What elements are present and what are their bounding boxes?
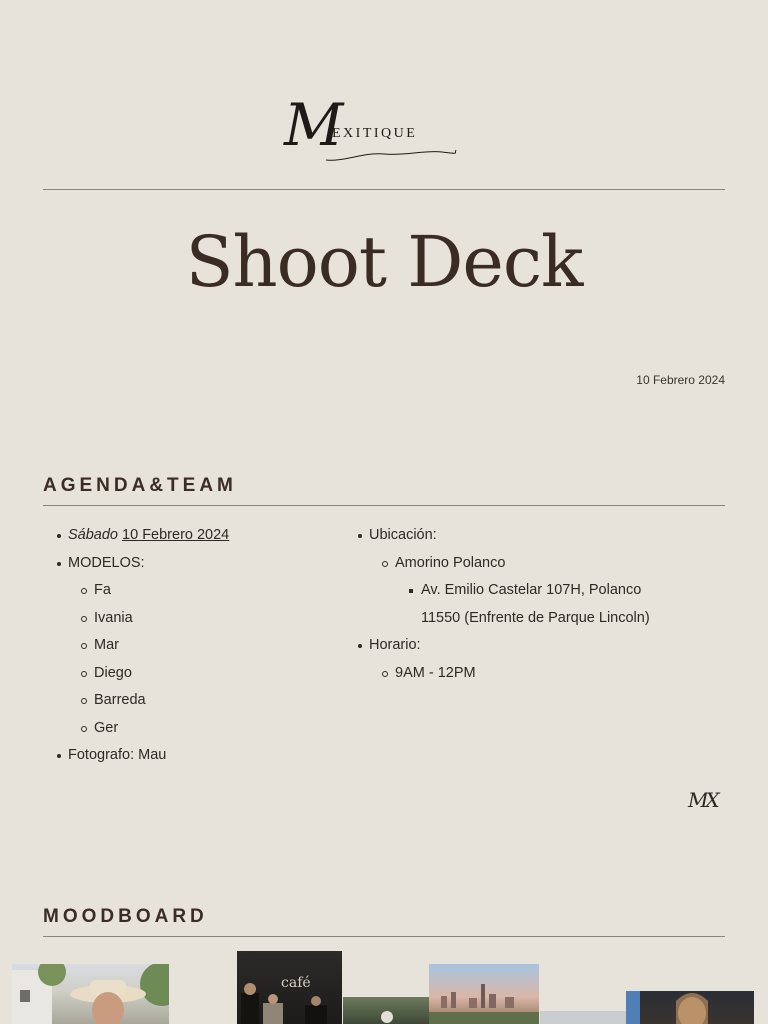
moodboard-divider xyxy=(43,936,725,937)
agenda-heading: AGENDA&TEAM xyxy=(43,475,237,496)
mx-monogram: MX xyxy=(688,788,717,812)
list-item-location: Ubicación: xyxy=(344,522,734,550)
agenda-divider xyxy=(43,505,725,506)
model-item: Ivania xyxy=(43,605,333,633)
moodboard-photo-hat-woman xyxy=(12,964,169,1024)
model-item: Barreda xyxy=(43,687,333,715)
agenda-right-list xyxy=(344,522,734,687)
moodboard-heading: MOODBOARD xyxy=(43,906,208,927)
logo-initial: M xyxy=(284,91,344,159)
header-divider xyxy=(43,189,725,190)
moodboard-photo-skyline xyxy=(429,964,539,1024)
page-title: Shoot Deck xyxy=(185,221,583,303)
logo-wordmark: EXITIQUE xyxy=(332,126,418,141)
deck-date: 10 Febrero 2024 xyxy=(636,373,725,387)
address-line-1: Av. Emilio Castelar 107H, Polanco xyxy=(344,577,734,605)
location-name: Amorino Polanco xyxy=(344,550,734,578)
list-item-schedule: Horario: xyxy=(344,632,734,660)
model-item: Diego xyxy=(43,660,333,688)
list-item-models: MODELOS: xyxy=(43,550,333,578)
model-item: Fa xyxy=(43,577,333,605)
moodboard-photo-park xyxy=(343,997,429,1024)
agenda-left-list xyxy=(43,522,333,770)
address-line-2: 11550 (Enfrente de Parque Lincoln) xyxy=(421,609,650,626)
model-item: Ger xyxy=(43,715,333,743)
cafe-sign: café xyxy=(281,975,311,991)
moodboard-photo-woman xyxy=(626,991,754,1024)
day-label: Sábado xyxy=(68,527,118,543)
list-item-photographer: Fotografo: Mau xyxy=(43,742,333,770)
list-item-date xyxy=(43,522,333,550)
day-date-link[interactable]: 10 Febrero 2024 xyxy=(122,527,230,543)
schedule-time: 9AM - 12PM xyxy=(344,660,734,688)
logo-swash-icon xyxy=(324,140,459,164)
brand-logo xyxy=(284,91,464,166)
model-item: Mar xyxy=(43,632,333,660)
moodboard-photo-cafe xyxy=(237,951,342,1024)
